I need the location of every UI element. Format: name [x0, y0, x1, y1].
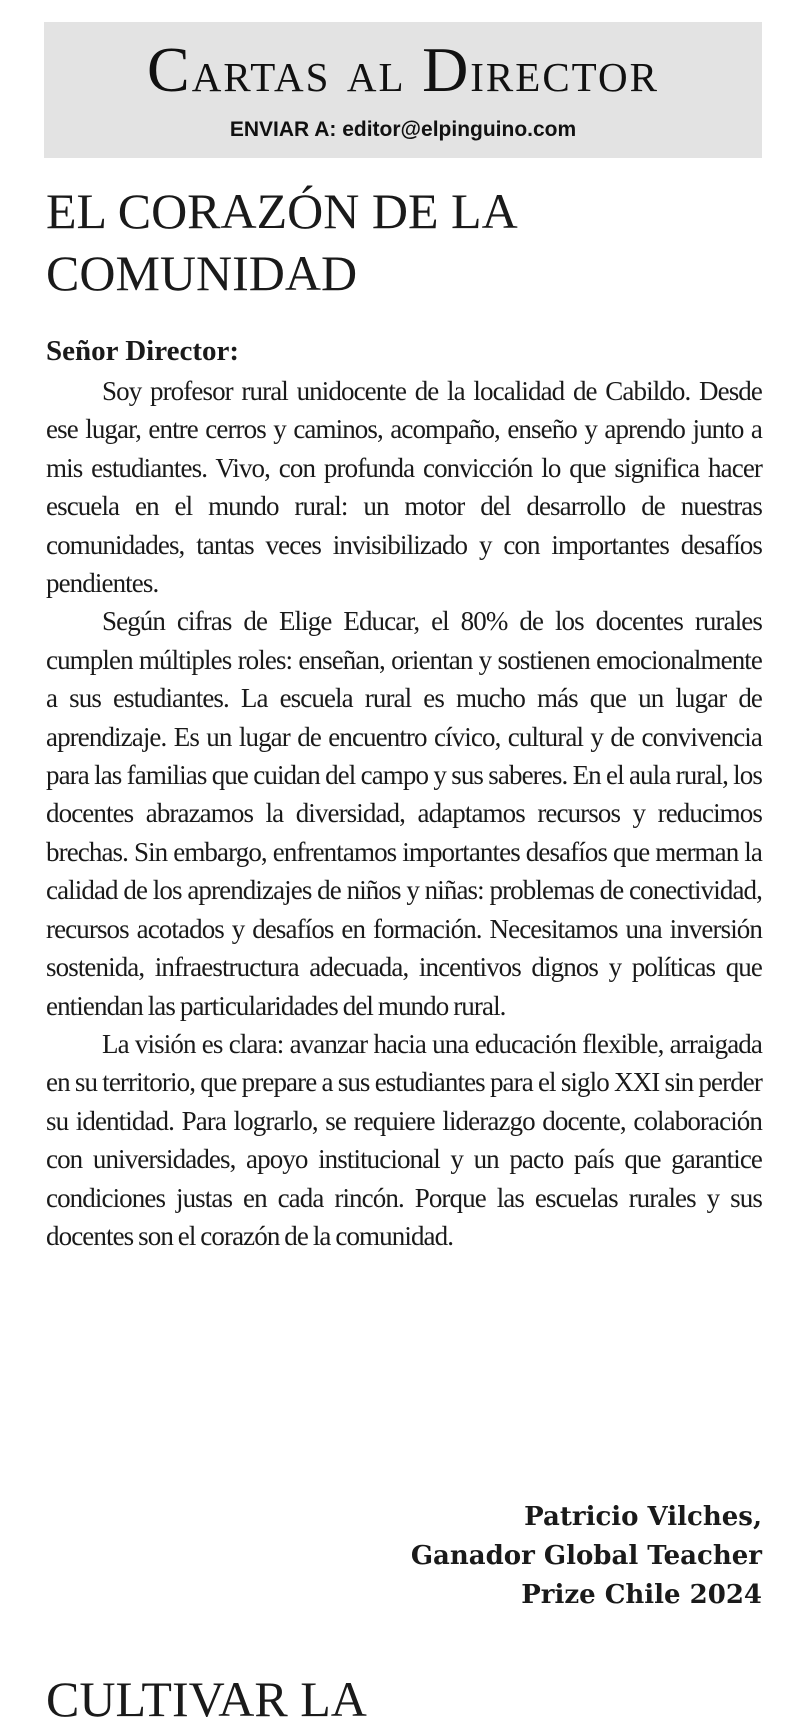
letter-paragraph: Soy profesor rural unidocente de la localidad de Cabildo. Desde ese lugar, entre cerros y caminos, acompaño, enseño y aprendo junto a mis estudiantes. Vivo, con profunda convicción lo que significa hacer escuela en el mundo rural: un motor del desarrollo de nuestras comunidades, tantas veces invisibilizado y con importantes desafíos pendientes. [46, 376, 762, 599]
letter-paragraph: Según cifras de Elige Educar, el 80% de los docentes rurales cumplen múltiples roles: enseñan, orientan y sostienen emocionalmente a sus estudiantes. La escuela rural es mucho más que un lugar de aprendizaje. Es un lugar de encuentro cívico, cultural y de convivencia para las familias que cuidan del campo y sus saberes. En el aula rural, los docentes abrazamos la diversidad, adaptamos recursos y reducimos brechas. Sin embargo, enfrentamos importantes desafíos que merman la calidad de los aprendizajes de niños y niñas: problemas de conectividad, recursos acotados y desafíos en formación. Necesitamos una inversión sostenida, infraestructura adecuada, incentivos dignos y políticas que entiendan las particularidades del mundo rural. [46, 606, 762, 1021]
letter-salutation: Señor Director: [46, 335, 240, 367]
letter-signature [46, 1498, 762, 1615]
signature-name: Patricio Vilches, [524, 1502, 762, 1532]
letter-headline: EL CORAZÓN DE LA COMUNIDAD [46, 183, 515, 301]
letter-paragraph: La visión es clara: avanzar hacia una educación flexible, arraigada en su territorio, que prepare a sus estudiantes para el siglo XXI sin perder su identidad. Para lograrlo, se requiere liderazgo docente, colaboración con universidades, apoyo institucional y un pacto país que garantice condiciones justas en cada rincón. Porque las escuelas rurales y sus docentes son el corazón de la comunidad. [46, 1028, 762, 1251]
submission-email: ENVIAR A: editor@elpinguino.com [229, 118, 577, 141]
section-header [44, 22, 762, 158]
next-letter-headline: CULTIVAR LA [46, 1671, 367, 1727]
signature-title: Ganador Global Teacher [410, 1541, 762, 1571]
section-title: Cartas al Director [147, 34, 659, 105]
signature-title: Prize Chile 2024 [521, 1580, 762, 1610]
letter-body [46, 372, 762, 1255]
